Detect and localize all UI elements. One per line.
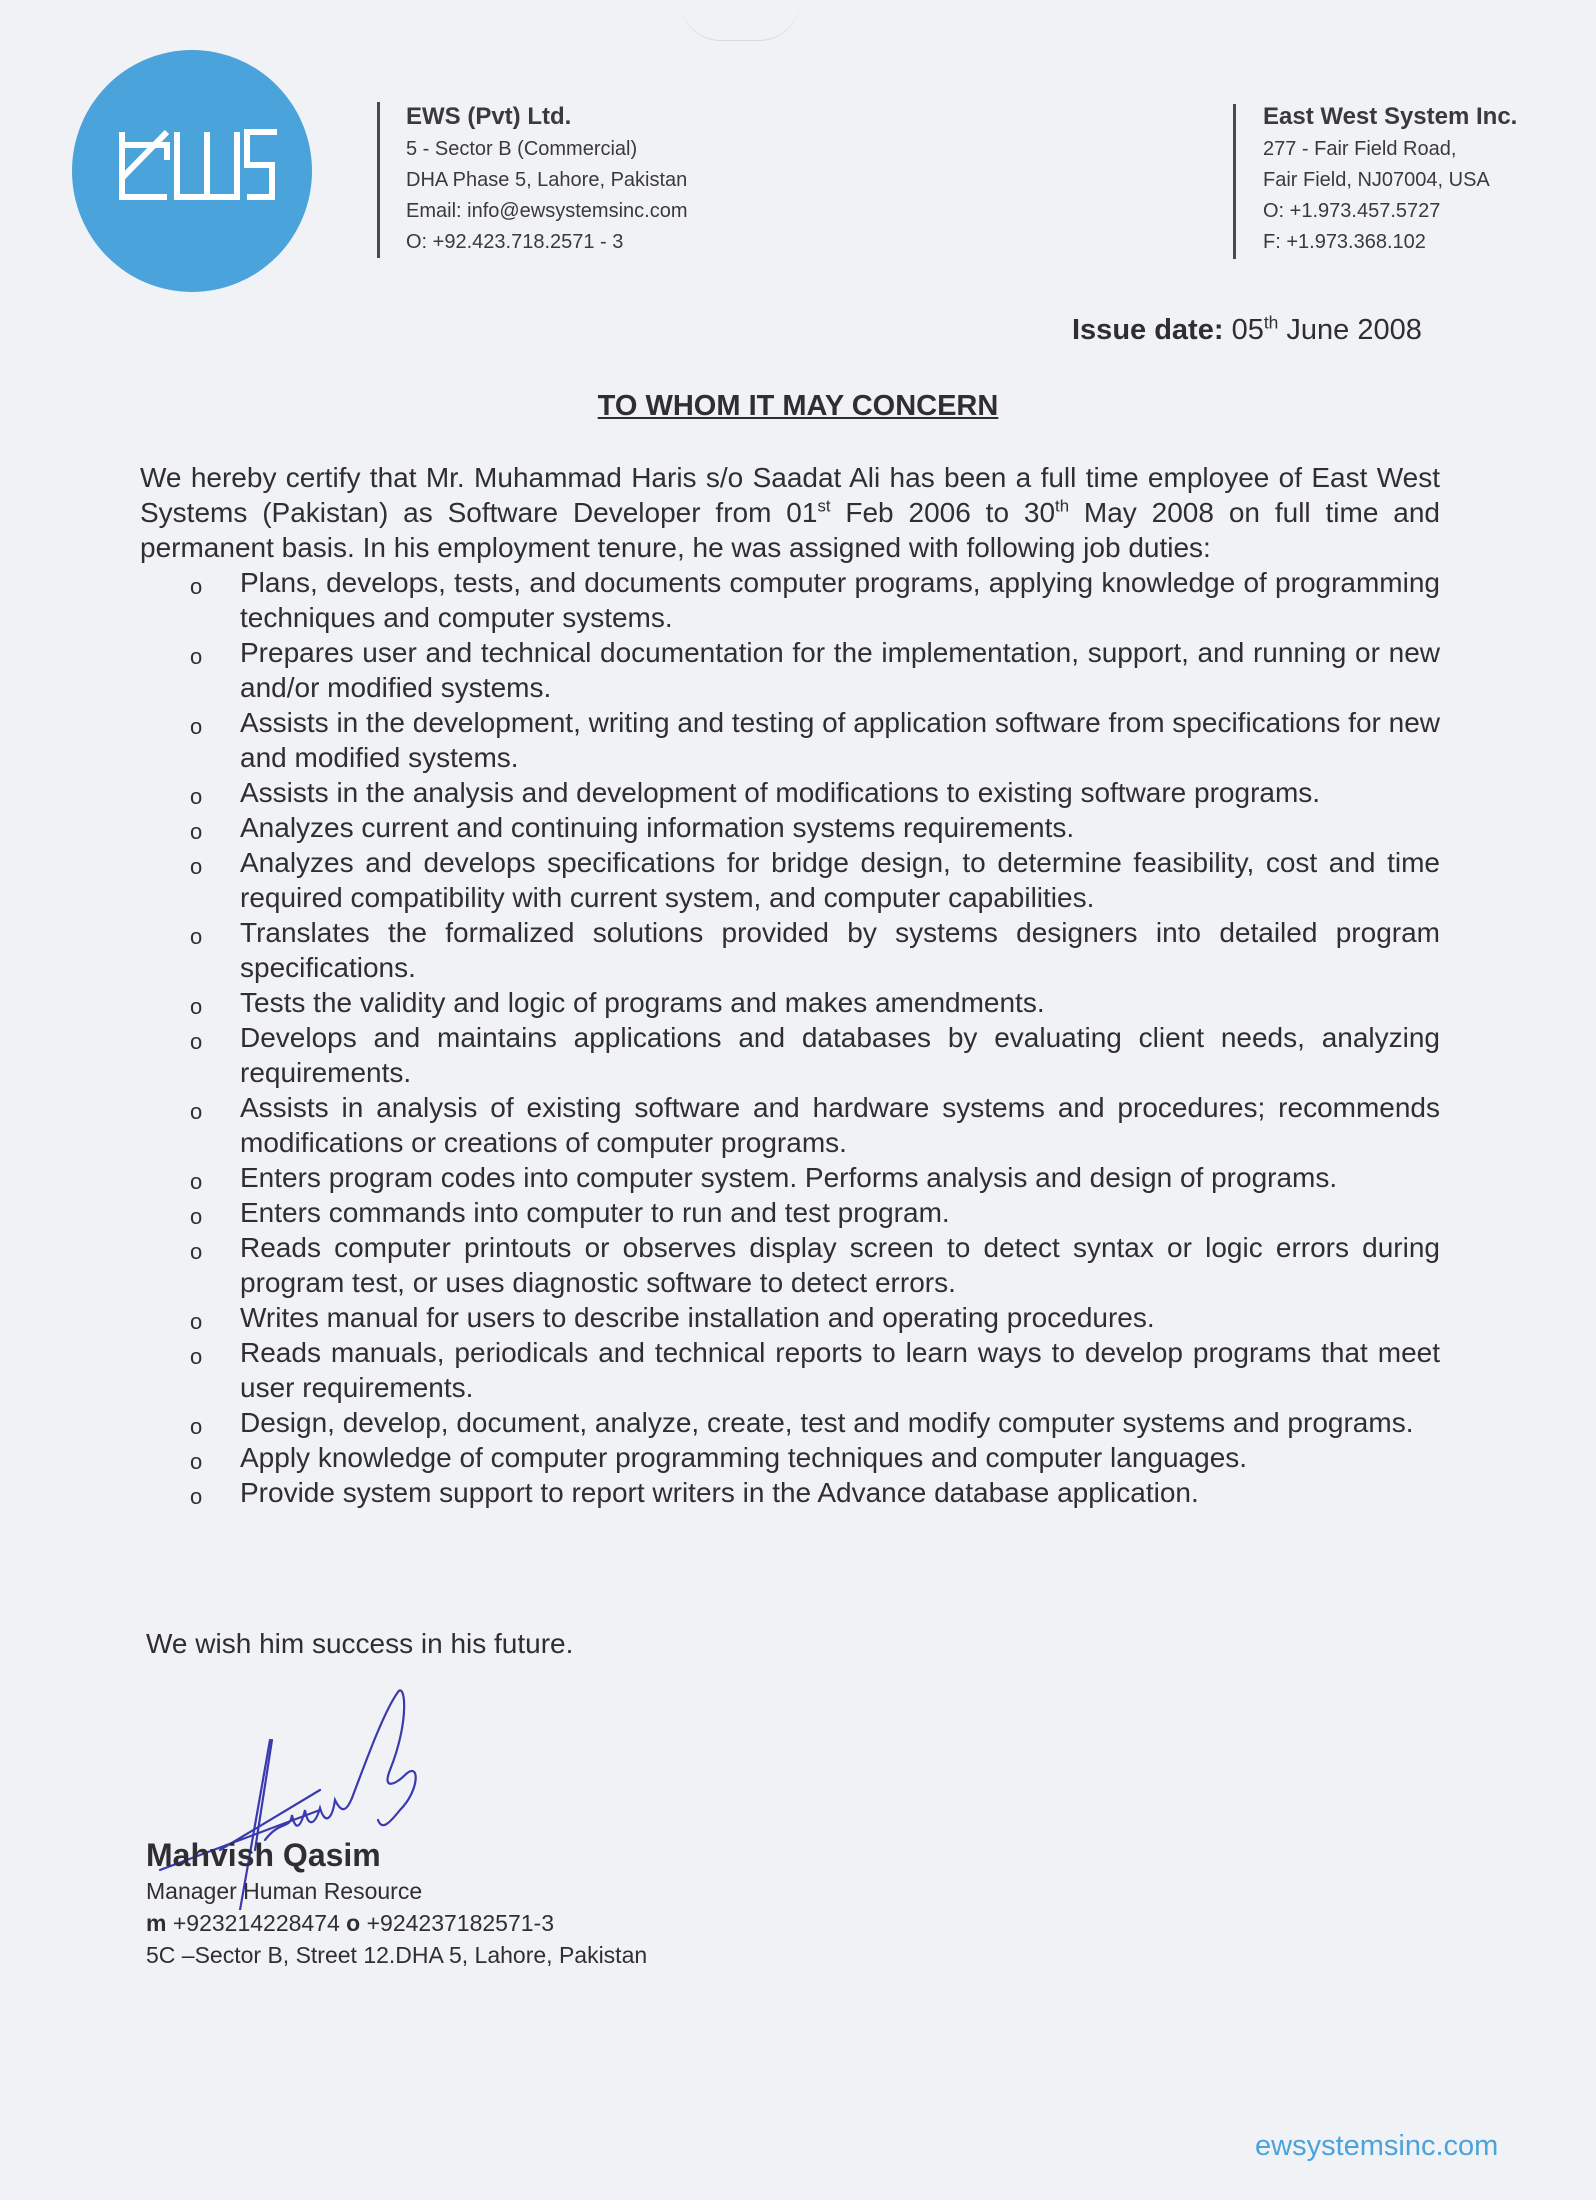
signer-phones: [146, 1907, 647, 1939]
issue-date-label: Issue date:: [1072, 314, 1224, 346]
ews-logo: [72, 50, 312, 292]
duty-text: Provide system support to report writers in the Advance database application.: [240, 1477, 1199, 1508]
bullet-icon: o: [190, 644, 203, 669]
paper-fold-mark: [680, 0, 800, 41]
bullet-icon: o: [190, 714, 203, 739]
duty-text: Prepares user and technical documentation for the implementation, support, and running or new and/or modified systems.: [240, 637, 1440, 703]
header-divider-right: [1233, 104, 1236, 259]
duty-item: [140, 1440, 1440, 1475]
office-label: o: [346, 1910, 361, 1936]
duty-item: [140, 1160, 1440, 1195]
duty-item: [140, 1020, 1440, 1090]
duty-item: [140, 845, 1440, 915]
header-divider-left: [377, 102, 380, 258]
closing-line: We wish him success in his future.: [146, 1628, 574, 1659]
duty-text: Assists in the development, writing and testing of application software from specifications for new and modified systems.: [240, 707, 1440, 773]
address-line: 5 - Sector B (Commercial): [406, 138, 638, 160]
address-line: DHA Phase 5, Lahore, Pakistan: [406, 169, 688, 191]
duty-item: [140, 565, 1440, 635]
intro-text: May 2008 on full time and permanent basis. In his employment tenure, he was assigned with following job duties:: [140, 497, 1440, 563]
ews-usa-address: [1263, 100, 1517, 258]
bullet-icon: o: [190, 1344, 203, 1369]
duty-text: Assists in the analysis and development of modifications to existing software programs.: [240, 777, 1321, 808]
phone-line: O: +92.423.718.2571 - 3: [406, 231, 624, 253]
signer-block: [146, 1835, 647, 1971]
duty-item: [140, 705, 1440, 775]
duty-text: Enters program codes into computer system. Performs analysis and design of programs.: [240, 1162, 1338, 1193]
signer-address: 5C –Sector B, Street 12.DHA 5, Lahore, Pakistan: [146, 1942, 648, 1968]
duty-item: [140, 1230, 1440, 1300]
letter-body: [140, 460, 1440, 1510]
ordinal-suffix: th: [1055, 496, 1070, 516]
duty-text: Design, develop, document, analyze, create, test and modify computer systems and programs.: [240, 1407, 1414, 1438]
duty-text: Translates the formalized solutions provided by systems designers into detailed program specifications.: [240, 917, 1440, 983]
bullet-icon: o: [190, 1449, 203, 1474]
office-number: +924237182571-3: [366, 1910, 555, 1936]
duty-item: [140, 985, 1440, 1020]
phone-line: O: +1.973.457.5727: [1263, 200, 1441, 222]
duty-item: [140, 775, 1440, 810]
bullet-icon: o: [190, 819, 203, 844]
duty-item: [140, 915, 1440, 985]
company-name: East West System Inc.: [1263, 103, 1518, 130]
duty-text: Develops and maintains applications and databases by evaluating client needs, analyzing requirements.: [240, 1022, 1440, 1088]
ews-pakistan-address: [406, 100, 687, 258]
issue-date-suffix: th: [1263, 312, 1279, 333]
footer-website-link[interactable]: ewsystemsinc.com: [1255, 2130, 1499, 2162]
bullet-icon: o: [190, 1099, 203, 1124]
issue-date: [1072, 314, 1422, 347]
ews-logo-icon: [72, 50, 312, 292]
duties-list: [140, 565, 1440, 1510]
duty-text: Tests the validity and logic of programs and makes amendments.: [240, 987, 1045, 1018]
duty-text: Plans, develops, tests, and documents computer programs, applying knowledge of programming techniques and computer systems.: [240, 567, 1440, 633]
duty-text: Reads manuals, periodicals and technical reports to learn ways to develop programs that meet user requirements.: [240, 1337, 1440, 1403]
bullet-icon: o: [190, 784, 203, 809]
company-name: EWS (Pvt) Ltd.: [406, 103, 572, 130]
mobile-number: +923214228474: [172, 1910, 340, 1936]
bullet-icon: o: [190, 574, 203, 599]
duty-item: [140, 810, 1440, 845]
bullet-icon: o: [190, 1204, 203, 1229]
bullet-icon: o: [190, 1414, 203, 1439]
duty-text: Analyzes current and continuing information systems requirements.: [240, 812, 1075, 843]
issue-date-day: 05: [1231, 314, 1264, 346]
signer-title: Manager Human Resource: [146, 1878, 423, 1904]
bullet-icon: o: [190, 1309, 203, 1334]
duty-item: [140, 1090, 1440, 1160]
address-line: 277 - Fair Field Road,: [1263, 138, 1457, 160]
bullet-icon: o: [190, 994, 203, 1019]
duty-item: [140, 1195, 1440, 1230]
fax-line: F: +1.973.368.102: [1263, 231, 1426, 253]
duty-text: Apply knowledge of computer programming techniques and computer languages.: [240, 1442, 1248, 1473]
bullet-icon: o: [190, 924, 203, 949]
duty-text: Assists in analysis of existing software and hardware systems and procedures; recommends modifications or creations of computer programs.: [240, 1092, 1440, 1158]
bullet-icon: o: [190, 1029, 203, 1054]
bullet-icon: o: [190, 1239, 203, 1264]
signer-name: Mahvish Qasim: [146, 1837, 381, 1873]
mobile-label: m: [146, 1910, 167, 1936]
duty-text: Enters commands into computer to run and test program.: [240, 1197, 950, 1228]
duty-text: Reads computer printouts or observes display screen to detect syntax or logic errors during program test, or uses diagnostic software to detect errors.: [240, 1232, 1440, 1298]
duty-item: [140, 1475, 1440, 1510]
issue-date-rest: June 2008: [1286, 314, 1422, 346]
duty-item: [140, 635, 1440, 705]
duty-item: [140, 1300, 1440, 1335]
bullet-icon: o: [190, 1484, 203, 1509]
intro-text: Feb 2006 to 30: [830, 497, 1056, 528]
ordinal-suffix: st: [817, 496, 831, 516]
letter-heading: TO WHOM IT MAY CONCERN: [597, 390, 999, 422]
bullet-icon: o: [190, 1169, 203, 1194]
email-line: Email: info@ewsystemsinc.com: [406, 200, 688, 222]
duty-text: Writes manual for users to describe installation and operating procedures.: [240, 1302, 1155, 1333]
intro-paragraph: [140, 460, 1440, 565]
intro-text: We hereby certify that Mr. Muhammad Haris s/o Saadat Ali has been a full time employee of East West Systems (Pakistan) as Software Developer from 01: [140, 462, 1440, 528]
bullet-icon: o: [190, 854, 203, 879]
duty-item: [140, 1405, 1440, 1440]
address-line: Fair Field, NJ07004, USA: [1263, 169, 1490, 191]
duty-text: Analyzes and develops specifications for bridge design, to determine feasibility, cost and time required compatibility with current system, and computer capabilities.: [240, 847, 1440, 913]
duty-item: [140, 1335, 1440, 1405]
